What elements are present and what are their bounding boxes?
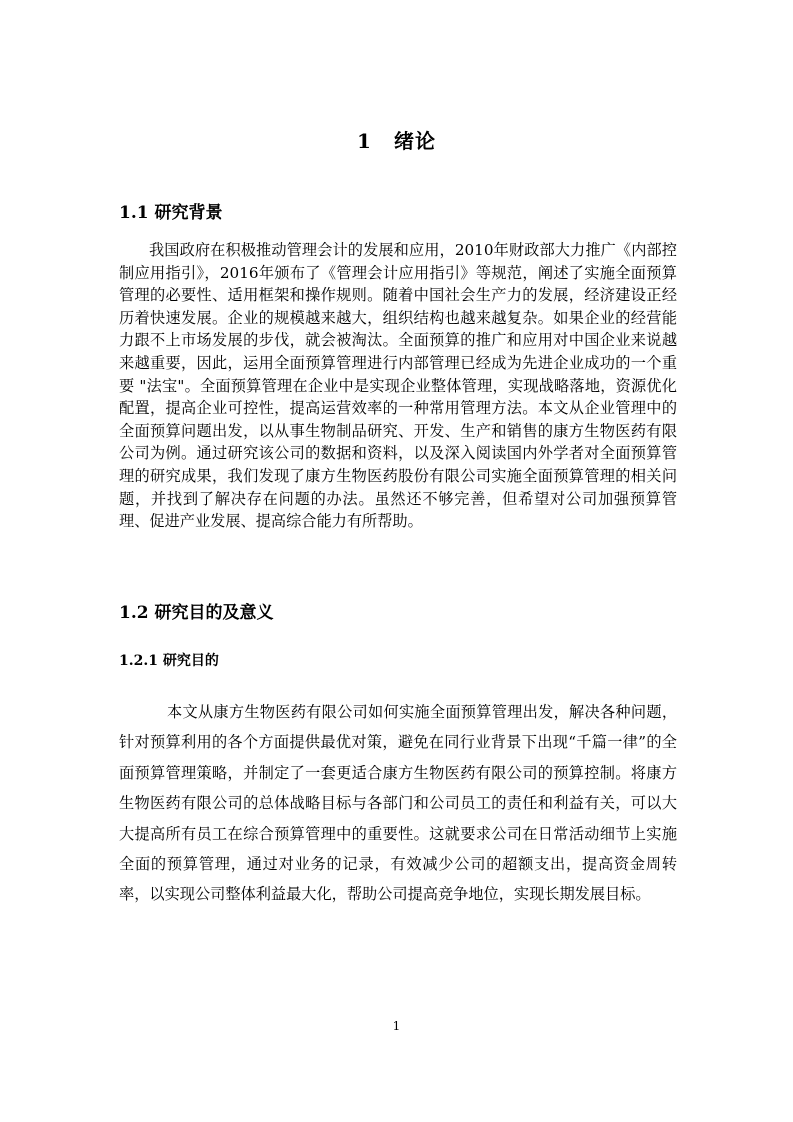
paragraph-research-purpose: 本文从康方生物医药有限公司如何实施全面预算管理出发，解决各种问题，针对预算利用的各个方面提供最优对策，避免在同行业背景下出现“千篇一律”的全面预算管理策略，并制定了一套更适合康方生物医药有限公司的预算控制。将康方生物医药有限公司的总体战略目标与各部门和公司员工的责任和利益有关，可以大大提高所有员工在综合预算管理中的重要性。这就要求公司在日常活动细节上实施全面的预算管理，通过对业务的记录，有效减少公司的超额支出，提高资金周转率，以实现公司整体利益最大化，帮助公司提高竞争地位，实现长期发展目标。 <box>119 703 677 904</box>
page-number: 1 <box>392 1019 401 1033</box>
chapter-title <box>0 128 793 154</box>
chapter-title-text: 绪论 <box>393 129 436 153</box>
section-heading-research-background: 1.1 研究背景 <box>119 203 223 223</box>
subsection-heading-research-purpose: 1.2.1 研究目的 <box>119 653 219 669</box>
section-heading-research-purpose-significance: 1.2 研究目的及意义 <box>119 603 274 623</box>
chapter-number: 1 <box>357 129 372 153</box>
paragraph-research-background: 我国政府在积极推动管理会计的发展和应用，2010年财政部大力推广《内部控制应用指引》，2016年颁布了《管理会计应用指引》等规范，阐述了实施全面预算管理的必要性、适用框架和操作规则。随着中国社会生产力的发展，经济建设正经历着快速发展。企业的规模越来越大，组织结构也越来越复杂。如果企业的经营能力跟不上市场发展的步伐，就会被淘汰。全面预算的推广和应用对中国企业来说越来越重要，因此，运用全面预算管理进行内部管理已经成为先进企业成功的一个重要 "法宝"。全面预算管理在企业中是实现企业整体管理，实现战略落地，资源优化配置，提高企业可控性，提高运营效率的一种常用管理方法。本文从企业管理中的全面预算问题出发，以从事生物制品研究、开发、生产和销售的康方生物医药有限公司为例。通过研究该公司的数据和资料，以及深入阅读国内外学者对全面预算管理的研究成果，我们发现了康方生物医药股份有限公司实施全面预算管理的相关问题，并找到了解决存在问题的办法。虽然还不够完善，但希望对公司加强预算管理、促进产业发展、提高综合能力有所帮助。 <box>119 241 677 531</box>
